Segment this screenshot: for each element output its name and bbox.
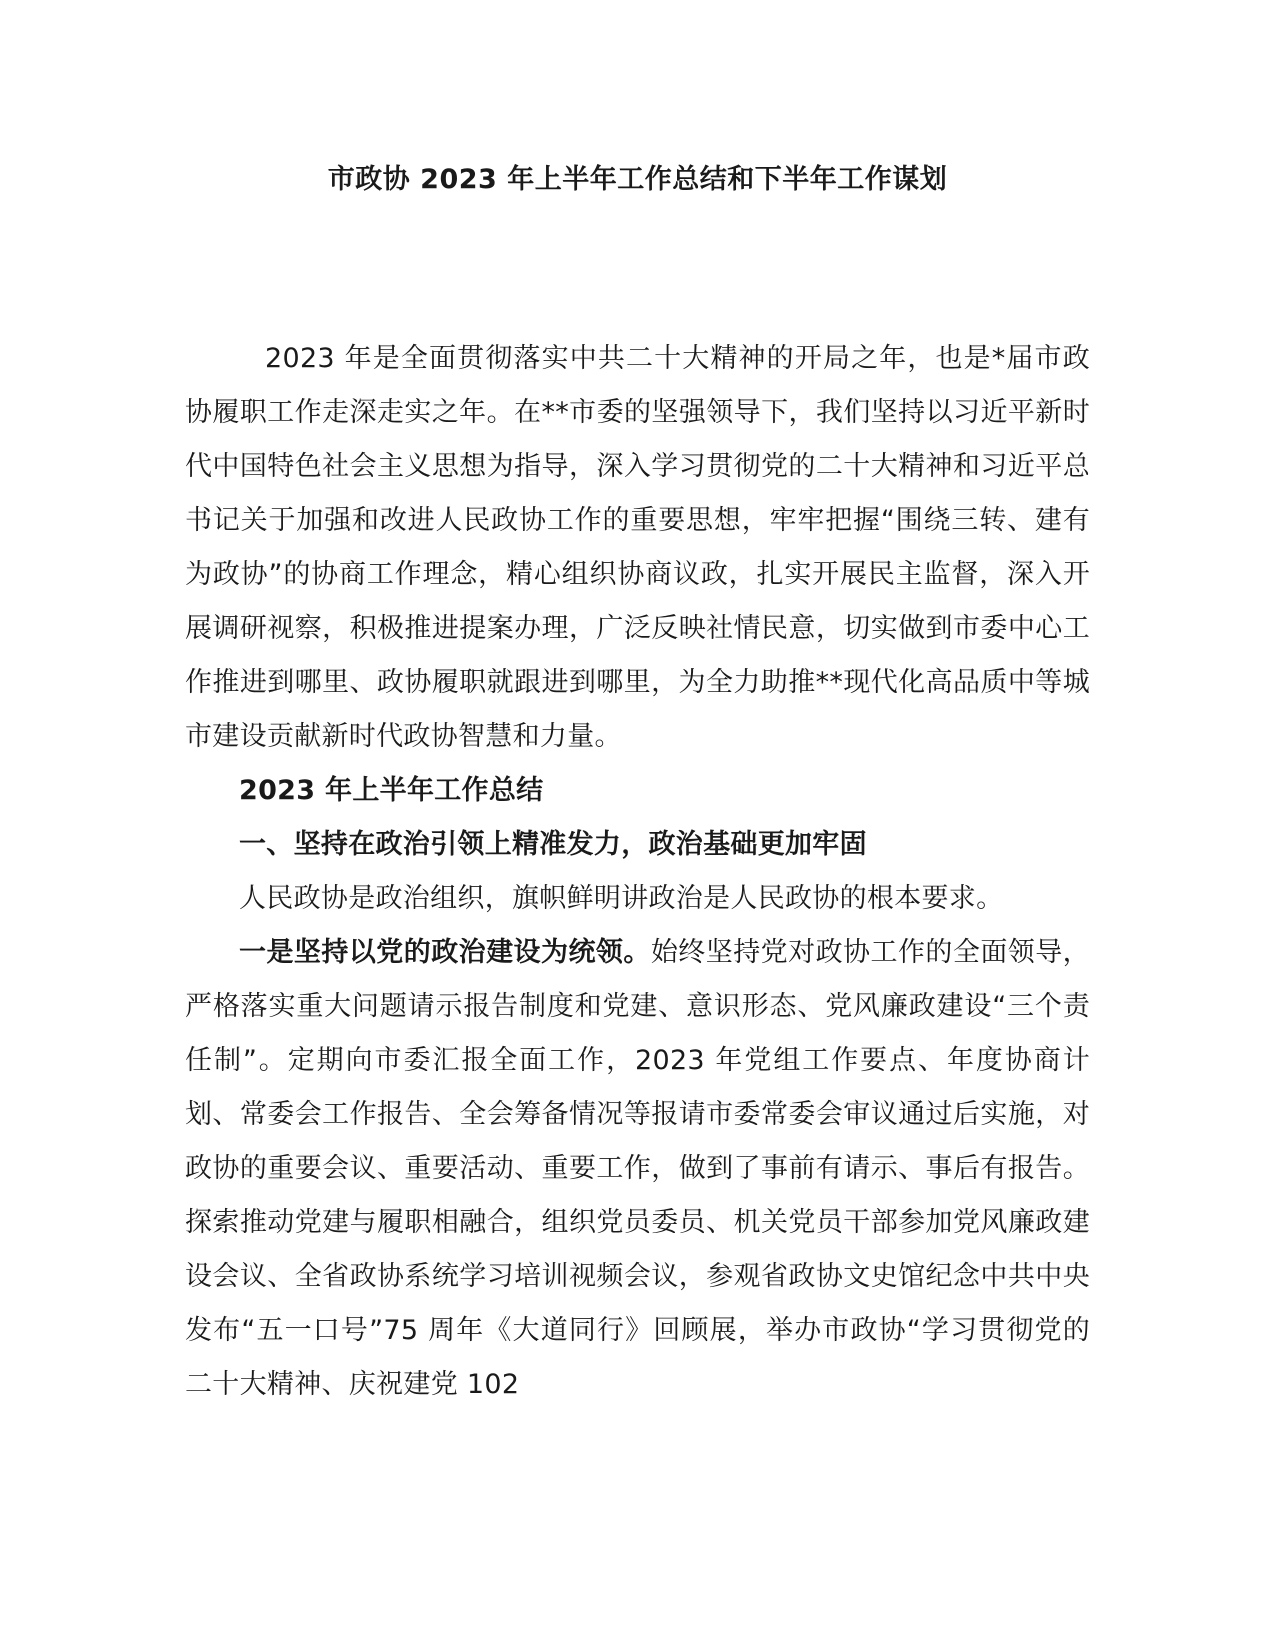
section-heading: 2023 年上半年工作总结 (239, 775, 544, 806)
point-one-paragraph (185, 926, 1090, 1412)
document-title: 市政协 2023 年上半年工作总结和下半年工作谋划 (327, 164, 948, 195)
point-one-body: 始终坚持党对政协工作的全面领导，严格落实重大问题请示报告制度和党建、意识形态、党风廉政建设“三个责任制”。定期向市委汇报全面工作，2023 年党组工作要点、年度协商计划、常委会工作报告、全会筹备情况等报请市委常委会审议通过后实施，对政协的重要会议、重要活动、重要工作，做到了事前有请示、事后有报告。探索推动党建与履职相融合，组织党员委员、机关党员干部参加党风廉政建设会议、全省政协系统学习培训视频会议，参观省政协文史馆纪念中共中央发布“五一口号”75 周年《大道同行》回顾展，举办市政协“学习贯彻党的二十大精神、庆祝建党 102 (185, 937, 1090, 1400)
intro-paragraph: 2023 年是全面贯彻落实中共二十大精神的开局之年，也是*届市政协履职工作走深走实之年。在**市委的坚强领导下，我们坚持以习近平新时代中国特色社会主义思想为指导，深入学习贯彻党的二十大精神和习近平总书记关于加强和改进人民政协工作的重要思想，牢牢把握“围绕三转、建有为政协”的协商工作理念，精心组织协商议政，扎实开展民主监督，深入开展调研视察，积极推进提案办理，广泛反映社情民意，切实做到市委中心工作推进到哪里、政协履职就跟进到哪里，为全力助推**现代化高品质中等城市建设贡献新时代政协智慧和力量。 (185, 343, 1090, 752)
subsection-heading: 一、坚持在政治引领上精准发力，政治基础更加牢固 (239, 829, 867, 860)
document-body (185, 332, 1090, 1412)
subsection-intro-paragraph: 人民政协是政治组织，旗帜鲜明讲政治是人民政协的根本要求。 (239, 883, 1004, 914)
point-one-lead: 一是坚持以党的政治建设为统领。 (239, 937, 651, 968)
